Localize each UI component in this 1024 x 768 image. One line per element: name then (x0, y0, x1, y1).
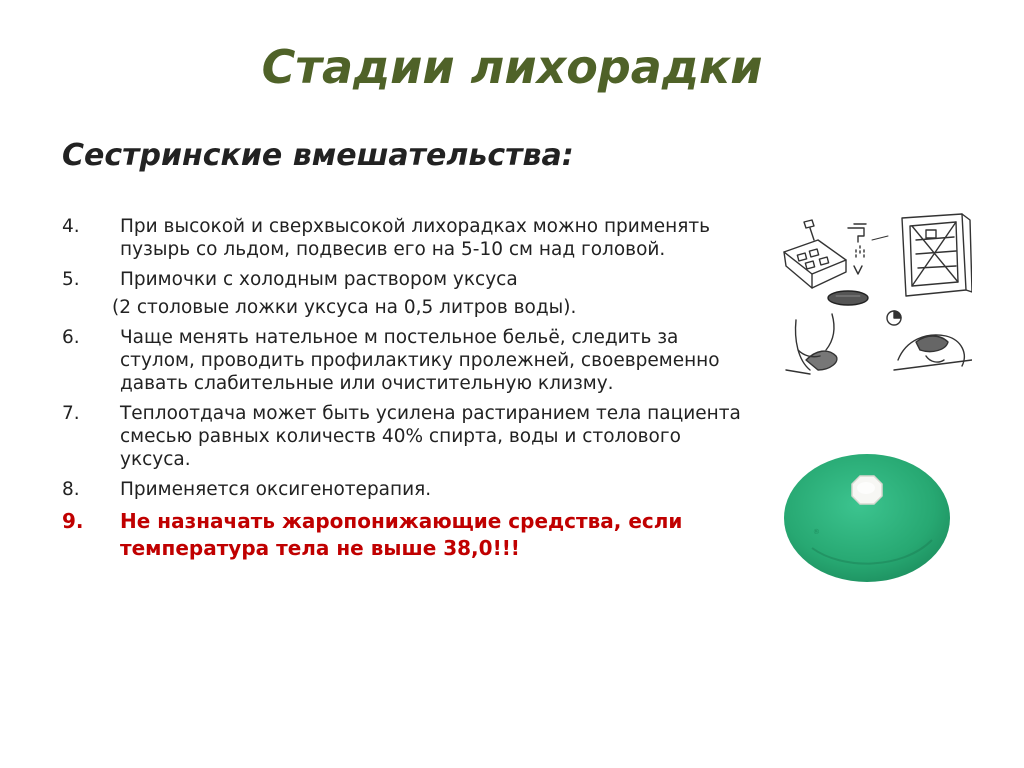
list-item (62, 268, 752, 291)
item-number: 9. (62, 509, 84, 533)
slide-subtitle: Сестринские вмешательства: (62, 138, 574, 173)
water-tap-drawing (848, 224, 888, 274)
svg-text:®: ® (811, 526, 822, 537)
list-item (62, 326, 752, 395)
ice-bag-photo (782, 440, 952, 590)
list-item (62, 478, 752, 501)
item-text: При высокой и сверхвысокой лихорадках можно применять пузырь со льдом, подвесив его на 5-10 см над головой. (120, 216, 711, 260)
interventions-list (62, 215, 752, 569)
item-note: (2 столовые ложки уксуса на 0,5 литров воды). (112, 297, 577, 318)
patient-head-drawing (894, 335, 972, 370)
item-text: Не назначать жаропонижающие средства, если температура тела не выше 38,0!!! (120, 509, 683, 560)
list-item-note (62, 296, 752, 319)
item-number: 4. (62, 216, 80, 237)
fridge-drawing (902, 214, 972, 296)
item-number: 7. (62, 403, 80, 424)
hands-drawing (786, 314, 837, 374)
item-text: Чаще менять нательное м постельное бельё, следить за стулом, проводить профилактику пролежней, своевременно давать слабительные или очистительную клизму. (120, 327, 720, 394)
item-text-wrap (120, 268, 752, 291)
item-number: 5. (62, 269, 80, 290)
item-number: 6. (62, 327, 80, 348)
item-number: 8. (62, 479, 80, 500)
list-item-warning (62, 508, 752, 562)
ice-tray-drawing (784, 220, 846, 288)
item-text: Применяется оксигенотерапия. (120, 479, 432, 500)
item-text: Примочки с холодным раствором уксуса (120, 269, 518, 290)
list-item (62, 402, 752, 471)
ice-bag-procedure-illustration (776, 210, 972, 380)
item-text: Теплоотдача может быть усилена растиранием тела пациента смесью равных количеств 40% спирта, воды и столового уксуса. (120, 403, 741, 470)
slide-title: Стадии лихорадки (261, 40, 763, 94)
list-item (62, 215, 752, 261)
